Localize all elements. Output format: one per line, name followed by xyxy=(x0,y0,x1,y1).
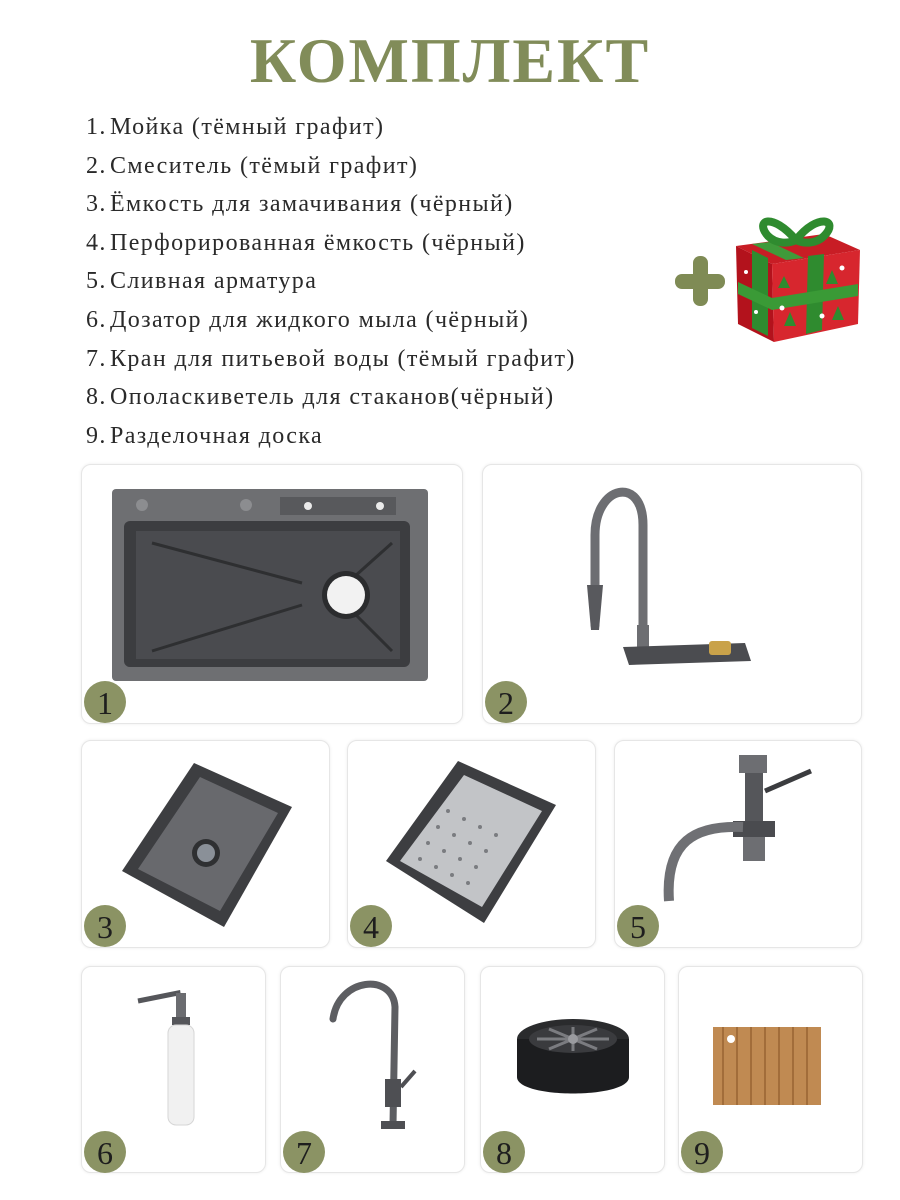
product-card-soaking-bowl[interactable] xyxy=(81,740,330,948)
kit-list xyxy=(86,108,576,455)
sink-image xyxy=(82,465,462,723)
badge-6: 6 xyxy=(84,1131,126,1173)
faucet-image xyxy=(483,465,861,723)
plus-icon xyxy=(675,256,725,306)
badge-1: 1 xyxy=(84,681,126,723)
product-card-drain[interactable] xyxy=(614,740,862,948)
badge-3: 3 xyxy=(84,905,126,947)
badge-5: 5 xyxy=(617,905,659,947)
list-item: 6. Дозатор для жидкого мыла (чёрный) xyxy=(86,306,530,333)
badge-8: 8 xyxy=(483,1131,525,1173)
list-item: 3. Ёмкость для замачивания (чёрный) xyxy=(86,191,514,218)
gift-box-icon xyxy=(736,221,860,342)
product-card-faucet[interactable] xyxy=(482,464,862,724)
list-item: 2. Смеситель (тёмый графит) xyxy=(86,152,419,179)
gift-with-plus-icon xyxy=(672,212,862,347)
badge-9: 9 xyxy=(681,1131,723,1173)
list-item: 9. Разделочная доска xyxy=(86,422,324,449)
list-item: 5. Сливная арматура xyxy=(86,268,318,295)
product-card-perforated-bowl[interactable] xyxy=(347,740,596,948)
list-item: 1. Мойка (тёмный графит) xyxy=(86,114,385,140)
badge-2: 2 xyxy=(485,681,527,723)
list-item: 7. Кран для питьевой воды (тёмый графит) xyxy=(86,345,576,372)
list-item: 8. Ополаскиветель для стаканов(чёрный) xyxy=(86,384,555,411)
product-card-cutting-board[interactable] xyxy=(678,966,863,1173)
product-card-glass-rinser[interactable] xyxy=(480,966,665,1173)
badge-4: 4 xyxy=(350,905,392,947)
product-card-soap-dispenser[interactable] xyxy=(81,966,266,1173)
badge-7: 7 xyxy=(283,1131,325,1173)
page-title: КОМПЛЕКТ xyxy=(249,25,651,96)
list-item: 4. Перфорированная ёмкость (чёрный) xyxy=(86,229,526,256)
product-card-water-tap[interactable] xyxy=(280,966,465,1173)
product-card-sink[interactable] xyxy=(81,464,463,724)
